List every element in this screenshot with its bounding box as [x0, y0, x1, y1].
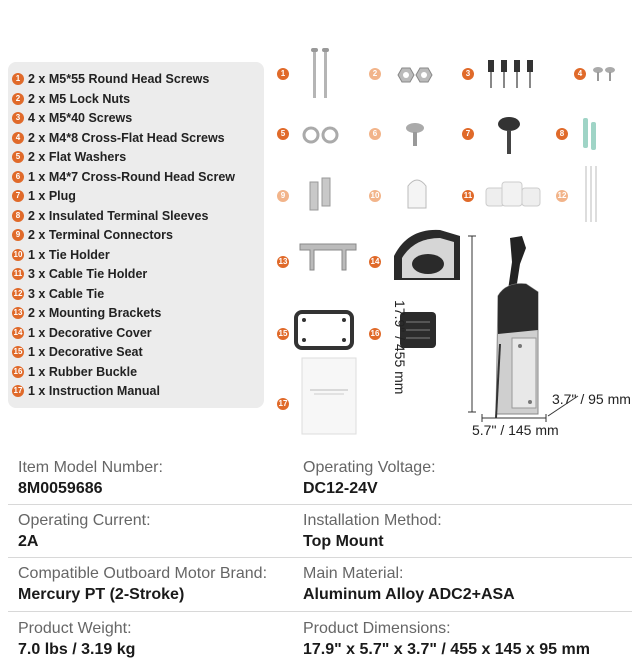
- part-number-badge: 5: [12, 151, 24, 163]
- part-label: 2 x Flat Washers: [28, 149, 127, 164]
- part-item: [12, 128, 225, 147]
- spec-label: Compatible Outboard Motor Brand:: [18, 565, 268, 582]
- part-item: [12, 303, 161, 322]
- part-item: [12, 264, 147, 283]
- spec-operating-current: [18, 511, 151, 553]
- part-item: [12, 342, 143, 361]
- part-marker: 13: [278, 257, 288, 266]
- cross-round-head-screw-image: [404, 122, 426, 148]
- part-label: 1 x Decorative Seat: [28, 344, 143, 359]
- part-label: 2 x Insulated Terminal Sleeves: [28, 208, 209, 223]
- part-number-badge: 16: [13, 366, 23, 376]
- width-dimension-label: 5.7" / 145 mm: [472, 422, 559, 438]
- spec-value: 17.9" x 5.7" x 3.7" / 455 x 145 x 95 mm: [303, 641, 590, 658]
- spec-value: Top Mount: [303, 533, 384, 550]
- spec-label: Main Material:: [303, 565, 404, 582]
- part-item: [12, 89, 130, 108]
- part-number-badge: 6: [12, 171, 24, 183]
- spec-product-dimensions: [303, 619, 590, 661]
- parts-list-panel: [8, 62, 264, 408]
- spec-divider: [8, 557, 632, 558]
- part-number-badge: 9: [12, 229, 24, 241]
- insulated-terminal-sleeves-image: [581, 118, 599, 152]
- part-marker: 1: [277, 68, 289, 80]
- part-item: [12, 323, 152, 342]
- spec-value: DC12-24V: [303, 480, 378, 497]
- part-number-badge: 2: [12, 93, 24, 105]
- flat-washers-image: [302, 126, 340, 144]
- spec-model-number: [18, 458, 163, 500]
- spec-main-material: [303, 564, 515, 606]
- part-marker: 9: [277, 190, 289, 202]
- part-marker: 7: [462, 128, 474, 140]
- cross-flat-head-screws-image: [592, 66, 616, 82]
- part-item: [12, 167, 235, 186]
- part-number-badge: 3: [12, 112, 24, 124]
- part-marker: 10: [370, 191, 380, 200]
- spec-label: Operating Current:: [18, 512, 151, 529]
- part-number-badge: 8: [12, 210, 24, 222]
- mounting-brackets-image: [296, 240, 360, 274]
- terminal-connectors-image: [306, 176, 336, 214]
- part-marker: 17: [278, 399, 288, 408]
- spec-operating-voltage: [303, 458, 436, 500]
- part-number-badge: 17: [13, 385, 23, 395]
- part-label: 3 x Cable Tie: [28, 286, 105, 301]
- part-number-badge: 11: [13, 268, 23, 278]
- part-item: [12, 284, 104, 303]
- part-label: 2 x Mounting Brackets: [28, 305, 162, 320]
- part-item: [12, 362, 137, 381]
- depth-dimension-label: 3.7" / 95 mm: [552, 391, 631, 407]
- part-marker: 6: [369, 128, 381, 140]
- part-number-badge: 15: [13, 346, 23, 356]
- spec-label: Installation Method:: [303, 512, 442, 529]
- part-item: [12, 381, 160, 400]
- part-marker: 14: [370, 257, 380, 266]
- part-item: [12, 225, 173, 244]
- spec-label: Product Dimensions:: [303, 620, 451, 637]
- part-item: [12, 108, 132, 127]
- part-item: [12, 245, 110, 264]
- plug-image: [496, 116, 522, 156]
- cable-tie-image: [580, 166, 602, 222]
- part-number-badge: 1: [12, 73, 24, 85]
- part-label: 1 x Instruction Manual: [28, 383, 160, 398]
- spec-value: Mercury PT (2-Stroke): [18, 586, 185, 603]
- spec-label: Item Model Number:: [18, 459, 163, 476]
- part-marker: 4: [574, 68, 586, 80]
- part-number-badge: 13: [13, 307, 23, 317]
- tie-holder-image: [404, 174, 430, 210]
- lock-nuts-image: [396, 66, 434, 84]
- spec-label: Operating Voltage:: [303, 459, 436, 476]
- part-label: 4 x M5*40 Screws: [28, 110, 133, 125]
- part-marker: 8: [556, 128, 568, 140]
- part-label: 1 x M4*7 Cross-Round Head Screw: [28, 169, 236, 184]
- part-marker: 11: [463, 191, 473, 200]
- spec-label: Product Weight:: [18, 620, 132, 637]
- instruction-manual-image: [300, 356, 358, 436]
- part-label: 1 x Decorative Cover: [28, 325, 152, 340]
- part-label: 2 x M5*55 Round Head Screws: [28, 71, 210, 86]
- decorative-seat-image: [292, 308, 356, 352]
- spec-divider: [8, 504, 632, 505]
- part-number-badge: 10: [13, 249, 23, 259]
- part-label: 1 x Plug: [28, 188, 76, 203]
- part-item: [12, 147, 126, 166]
- spec-value: 7.0 lbs / 3.19 kg: [18, 641, 136, 658]
- height-dimension-label: 17.9" / 455 mm: [392, 300, 408, 395]
- part-number-badge: 4: [12, 132, 24, 144]
- round-head-screws-image: [308, 48, 332, 100]
- part-number-badge: 7: [12, 190, 24, 202]
- spec-value: Aluminum Alloy ADC2+ASA: [303, 586, 515, 603]
- part-label: 1 x Rubber Buckle: [28, 364, 138, 379]
- part-marker: 12: [557, 191, 567, 200]
- part-number-badge: 14: [13, 327, 23, 337]
- part-number-badge: 12: [13, 288, 23, 298]
- part-marker: 2: [369, 68, 381, 80]
- part-marker: 16: [370, 329, 380, 338]
- part-item: [12, 69, 209, 88]
- spec-value: 2A: [18, 533, 39, 550]
- spec-divider: [8, 611, 632, 612]
- part-marker: 15: [278, 329, 288, 338]
- part-item: [12, 206, 208, 225]
- part-label: 2 x M5 Lock Nuts: [28, 91, 131, 106]
- part-label: 2 x Terminal Connectors: [28, 227, 173, 242]
- spec-installation-method: [303, 511, 442, 553]
- part-label: 2 x M4*8 Cross-Flat Head Screws: [28, 130, 225, 145]
- part-label: 3 x Cable Tie Holder: [28, 266, 148, 281]
- spec-compatible-brand: [18, 564, 267, 606]
- spec-value: 8M0059686: [18, 480, 103, 497]
- part-item: [12, 186, 76, 205]
- part-marker: 3: [462, 68, 474, 80]
- m5-screws-image: [484, 60, 536, 90]
- decorative-cover-image: [388, 226, 464, 284]
- spec-product-weight: [18, 619, 135, 661]
- part-marker: 5: [277, 128, 289, 140]
- cable-tie-holder-image: [484, 180, 542, 208]
- part-label: 1 x Tie Holder: [28, 247, 110, 262]
